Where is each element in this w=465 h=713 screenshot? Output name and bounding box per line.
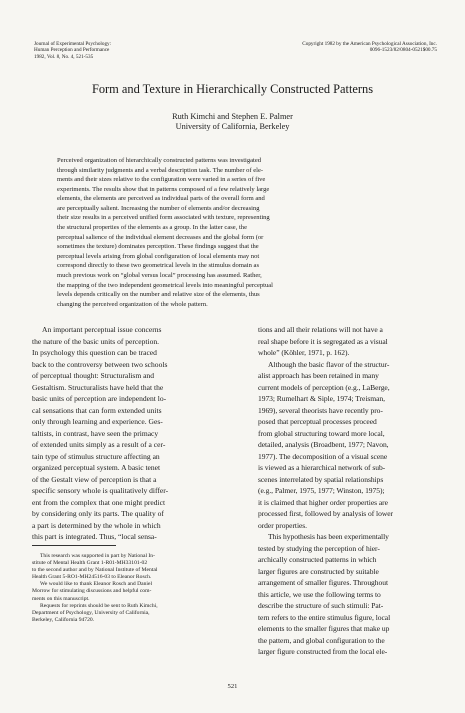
body-line: (e.g., Palmer, 1975, 1977; Winston, 1975); [258,486,385,495]
body-line: detailed, analysis (Broadbent, 1977; Navon, [258,440,389,449]
journal-citation-line: Journal of Experimental Psychology: [34,41,112,47]
body-line: is viewed as a hierarchical network of sub- [258,463,386,472]
body-line: by considering only its parts. The quality of [32,509,164,518]
footnote-line: Berkeley, California 94720. [32,616,95,623]
body-line: arrangement of smaller figures. Throughout [258,578,389,587]
body-line: real shape before it is segregated as a visual [258,336,388,346]
body-line: In psychology this question can be traced [32,348,157,357]
author-names: Ruth Kimchi and Stephen E. Palmer [172,112,293,121]
journal-citation [34,41,204,60]
body-line: only through learning and experience. Ges- [32,417,163,426]
body-line: organized perceptual system. A basic tenet [32,463,161,472]
author-block [20,112,445,131]
body-line: ent from the complex that one might predict [32,497,166,507]
body-line: taltists, in contrast, have seen the primacy [32,428,159,438]
article-title: Form and Texture in Hierarchically Constructed Patterns [91,82,374,96]
journal-citation-line: Human Perception and Performance [34,47,110,54]
body-line: tain type of stimulus structure affecting an [32,451,160,461]
footnote-line: to the second author and by National Institute of Mental [32,567,158,574]
author-affiliation: University of California, Berkeley [175,121,290,131]
abstract-line: sometimes the texture) dominates perception. These findings suggest that the [57,243,259,251]
body-line: larger figures are constructed by suitable [258,566,379,576]
abstract-line: the mapping of the two independent geometrical levels into meaningful perceptual [57,281,273,289]
body-line: This hypothesis has been experimentally [268,532,389,541]
body-line: specific sensory whole is qualitatively differ- [32,486,169,495]
abstract-line: correspond directly to these two geometrical levels in the stimulus domain as [57,262,259,270]
body-line: this part is integrated. Thus, “local sensa- [32,532,157,541]
body-line: back to the controversy between two schools [32,359,168,369]
footnote-line: Department of Psychology, University of California, [32,609,150,616]
abstract-line: much previous work on “global versus local” processing has assumed. Rather, [57,271,262,279]
body-line: processed first, followed by analysis of lower [258,509,393,518]
abstract [57,156,411,309]
footnote-line: Requests for reprints should be sent to Ruth Kimchi, [40,602,158,609]
body-line: a part is determined by the whole in which [32,520,161,530]
body-line: elements to the smaller figures that make up [258,624,390,633]
abstract-line: perceptual levels arising from global configuration of local elements may not [57,252,260,260]
body-column-left [32,324,210,543]
body-line: tions and all their relations will not have a [258,325,383,334]
body-line: describe the structure of such stimuli: Pat- [258,601,384,610]
body-column-right [258,324,436,658]
body-line: 1977). The decomposition of a visual scene [258,451,388,461]
abstract-line: perceptual salience of the individual element decreases and the global form (or [57,233,264,241]
footnote-line: stitute of Mental Health Grant 1-R01-MH33101-02 [32,560,148,567]
body-line: the pattern, and global configuration to the [258,635,385,645]
body-line: of extended units simply as a result of a cer- [32,440,166,449]
body-line: archically constructed patterns in which [258,555,377,564]
body-line: scenes interrelated by spatial relationships [258,474,384,484]
body-line: whole” (Köhler, 1971, p. 162). [258,348,350,357]
body-line: the nature of the basic units of perception. [32,336,159,346]
footnotes [32,553,210,624]
copyright-line: Copyright 1982 by the American Psychological Association, Inc. [302,41,437,47]
body-line: 1973; Rumelhart & Siple, 1974; Treisman, [258,394,385,403]
footnote-line: This research was supported in part by National In- [40,553,155,559]
abstract-line: their size results in a perceived unified form associated with texture, representing [57,214,270,222]
body-line: cal sensations that can form extended units [32,405,162,415]
abstract-line: levels depends critically on the number and relative size of the elements, thus [57,291,260,299]
abstract-line: through similarity judgments and a verbal description task. The number of ele- [57,166,264,174]
body-line: tern refers to the entire stimulus figure, local [258,612,391,622]
body-line: of perceptual thought: Structuralism and [32,371,154,380]
copyright-notice [237,41,437,54]
body-line: posed that perceptual processes proceed [258,417,377,426]
copyright-line: 0096-1523/82/0804-0521$00.75 [369,47,437,54]
abstract-line: ments and their sizes relative to the configuration were varied in a series of five [57,176,266,184]
journal-citation-line: 1982, Vol. 8, No. 4, 521-535 [34,53,94,60]
body-line: order properties. [258,520,308,530]
footnote-line: Morrow for stimulating discussions and helpful com- [32,588,152,595]
abstract-line: changing the perceived organization of the whole pattern. [57,300,208,308]
body-line: it is claimed that higher order properties are [258,497,388,507]
abstract-line: elements, the elements are perceived as individual parts of the overall form and [57,195,265,203]
body-line: larger figure constructed from the local ele- [258,647,388,656]
abstract-line: the structural properties of the elements as a group. In the latter case, the [57,224,247,232]
body-line: this article, we use the following terms to [258,589,381,599]
body-line: current models of perception (e.g., LaBerge, [258,382,390,392]
body-line: alist approach has been retained in many [258,371,379,380]
footnote-line: Health Grant 5-RO1-MH24516-03 to Eleanor Rosch. [32,574,152,581]
body-line: of the Gestalt view of perception is that a [32,474,157,484]
footnote-line: We would like to thank Eleanor Rosch and Daniel [40,581,153,588]
body-line: Although the basic flavor of the structur- [268,359,390,369]
footnote-divider [32,545,116,546]
footnote-line: ments on this manuscript. [32,595,90,602]
abstract-line: experiments. The results show that in patterns composed of a few relatively large [57,185,270,193]
body-line: 1969), several theorists have recently pro- [258,405,383,415]
abstract-line: are perceptually salient. Increasing the number of elements and/or decreasing [57,204,260,212]
body-line: An important perceptual issue concerns [42,325,162,334]
abstract-line: Perceived organization of hierarchically constructed patterns was investigated [57,157,262,164]
page-number: 521 [227,683,238,690]
body-line: Gestaltism. Structuralists have held that the [32,382,164,392]
body-line: from global structuring toward more local, [258,428,385,438]
body-line: tested by studying the perception of hier- [258,543,380,553]
body-line: basic units of perception are independent lo- [32,394,167,403]
